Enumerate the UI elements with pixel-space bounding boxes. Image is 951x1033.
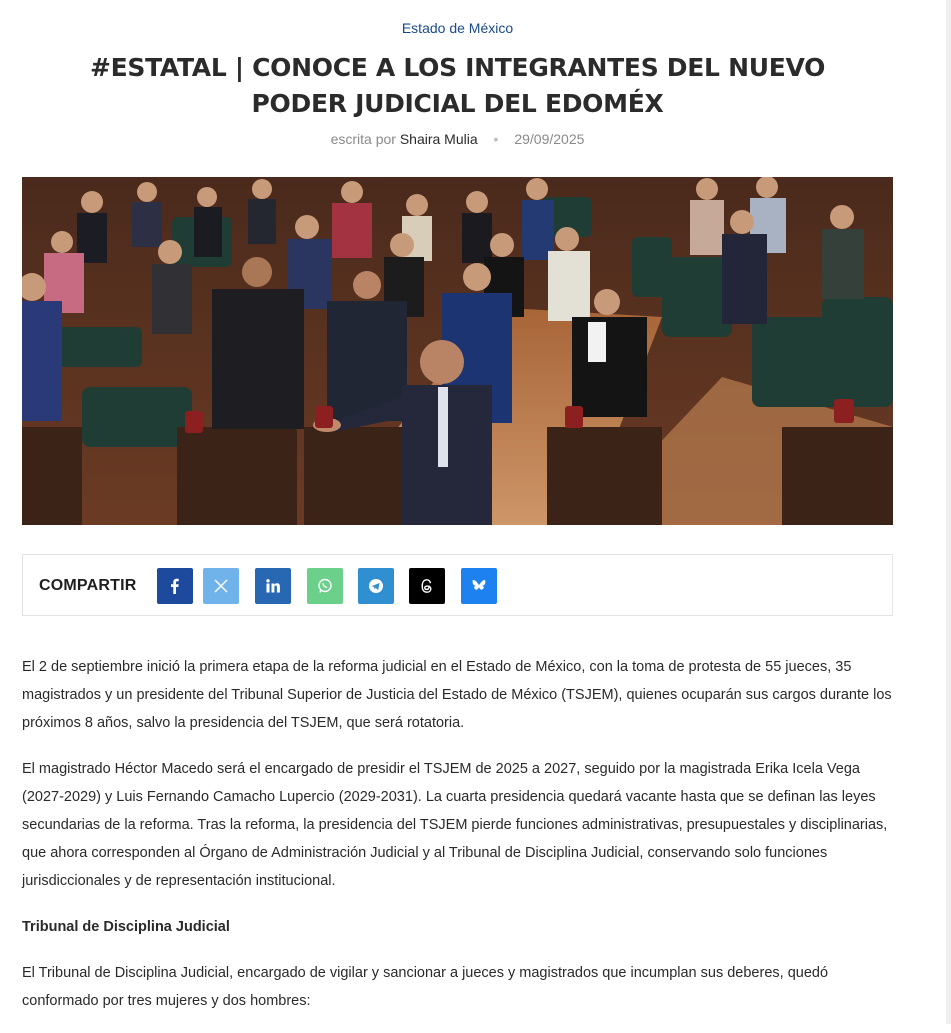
paragraph-2: El magistrado Héctor Macedo será el encargado de presidir el TSJEM de 2025 a 2027, seguido por la magistrada Erika Icela Vega (2027-2029) y Luis Fernando Camacho Lupercio (2029-2031). La cuarta presidencia quedará vacante hasta que se definan las leyes secundarias de la reforma. Tras la reforma, la presidencia del TSJEM pierde funciones administrativas, presupuestales y disciplinarias, que ahora corresponden al Órgano de Administración Judicial y al Tribunal de Disciplina Judicial, conservando solo funciones jurisdiccionales y de representación institucional. bbox=[22, 761, 888, 889]
bluesky-share-button[interactable] bbox=[461, 568, 497, 604]
author-link[interactable]: Shaira Mulia bbox=[399, 131, 478, 147]
bluesky-icon bbox=[471, 578, 487, 594]
article-body bbox=[22, 653, 897, 1033]
subheading: Tribunal de Disciplina Judicial bbox=[22, 919, 230, 935]
share-label: COMPARTIR bbox=[39, 577, 137, 594]
telegram-share-button[interactable] bbox=[358, 568, 394, 604]
meta-separator: • bbox=[493, 131, 499, 147]
article-meta bbox=[0, 131, 915, 147]
featured-photo bbox=[22, 177, 893, 525]
right-edge-scrollbar bbox=[946, 0, 951, 1024]
category-link[interactable] bbox=[0, 20, 915, 36]
whatsapp-icon bbox=[317, 578, 333, 594]
x-share-button[interactable] bbox=[203, 568, 239, 604]
paragraph-1: El 2 de septiembre inició la primera etapa de la reforma judicial en el Estado de México, con la toma de protesta de 55 jueces, 35 magistrados y un presidente del Tribunal Superior de Justicia del Estado de México (TSJEM), quienes ocuparán sus cargos durante los próximos 8 años, salvo la presidencia del TSJEM, que será rotatoria. bbox=[22, 659, 892, 731]
share-bar bbox=[22, 554, 893, 616]
linkedin-share-button[interactable] bbox=[255, 568, 291, 604]
threads-share-button[interactable] bbox=[409, 568, 445, 604]
threads-icon bbox=[419, 578, 435, 594]
article-title: #ESTATAL | CONOCE A LOS INTEGRANTES DEL NUEVO PODER JUDICIAL DEL EDOMÉX bbox=[89, 53, 826, 118]
facebook-icon bbox=[167, 578, 183, 594]
paragraph-3: El Tribunal de Disciplina Judicial, encargado de vigilar y sancionar a jueces y magistrados que incumplan sus deberes, quedó conformado por tres mujeres y dos hombres: bbox=[22, 965, 829, 1009]
telegram-icon bbox=[368, 578, 384, 594]
whatsapp-share-button[interactable] bbox=[307, 568, 343, 604]
facebook-share-button[interactable] bbox=[157, 568, 193, 604]
publish-date: 29/09/2025 bbox=[514, 131, 585, 147]
category-label[interactable]: Estado de México bbox=[401, 20, 514, 36]
linkedin-icon bbox=[265, 578, 281, 594]
x-icon bbox=[213, 578, 229, 594]
byline-prefix: escrita por bbox=[330, 131, 396, 147]
